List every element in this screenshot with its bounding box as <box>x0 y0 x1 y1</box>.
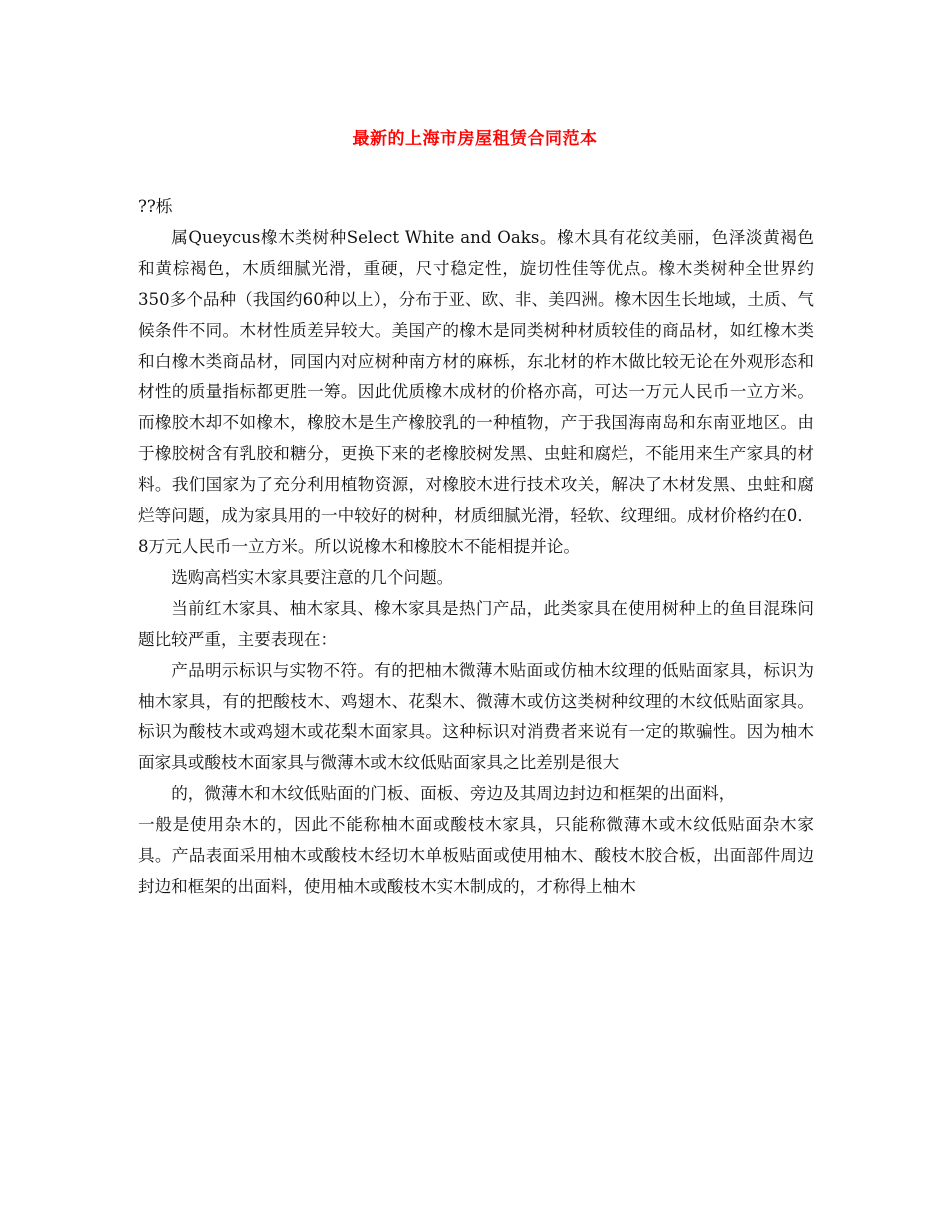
paragraph-purchase-issues: 选购高档实木家具要注意的几个问题。 <box>171 567 454 587</box>
paragraph-oak-description: 属Queycus橡木类树种Select White and Oaks。橡木具有花纹美丽，色泽淡黄褐色和黄棕褐色，木质细腻光滑，重硬，尺寸稳定性，旋切性佳等优点。橡木类树种全世界约350多个品种（我国约60种以上），分布于亚、欧、非、美四洲。橡木因生长地域，土质、气候条件不同。木材性质差异较大。美国产的橡木是同类树种材质较佳的商品材，如红橡木类和白橡木类商品材，同国内对应树种南方材的麻栎，东北材的柞木做比较无论在外观形态和材性的质量指标都更胜一筹。因此优质橡木成材的价格亦高，可达一万元人民币一立方米。而橡胶木却不如橡木，橡胶木是生产橡胶乳的一种植物，产于我国海南岛和东南亚地区。由于橡胶树含有乳胶和糖分，更换下来的老橡胶树发黑、虫蛀和腐烂，不能用来生产家具的材料。我们国家为了充分利用植物资源，对橡胶木进行技术攻关，解决了木材发黑、虫蛀和腐烂等问题，成为家具用的一中较好的树种，材质细腻光滑，轻软、纹理细。成材价格约在0．8万元人民币一立方米。所以说橡木和橡胶木不能相提并论。 <box>138 227 814 556</box>
paragraph-hot-products: 当前红木家具、柚木家具、橡木家具是热门产品，此类家具在使用树种上的鱼目混珠问题比较严重，主要表现在： <box>138 598 814 649</box>
paragraph-veneer-details: 一般是使用杂木的，因此不能称柚木面或酸枝木家具，只能称微薄木或木纹低贴面杂木家具。产品表面采用柚木或酸枝木经切木单板贴面或使用柚木、酸枝木胶合板，出面部件周边封边和框架的出面料，使用柚木或酸枝木实木制成的，才称得上柚木 <box>138 815 814 896</box>
document-body <box>138 192 814 903</box>
paragraph-labeling-mismatch: 产品明示标识与实物不符。有的把柚木微薄木贴面或仿柚木纹理的低贴面家具，标识为柚木家具，有的把酸枝木、鸡翅木、花梨木、微薄木或仿这类树种纹理的木纹低贴面家具。标识为酸枝木或鸡翅木或花梨木面家具。这种标识对消费者来说有一定的欺骗性。因为柚木面家具或酸枝木面家具与微薄木或木纹低贴面家具之比差别是很大 <box>138 660 814 773</box>
paragraph-veneer-continuation: 的，微薄木和木纹低贴面的门板、面板、旁边及其周边封边和框架的出面料， <box>171 784 736 804</box>
paragraph-heading-fragment: ??栎 <box>138 197 173 216</box>
document-title: 最新的上海市房屋租赁合同范本 <box>352 129 598 149</box>
